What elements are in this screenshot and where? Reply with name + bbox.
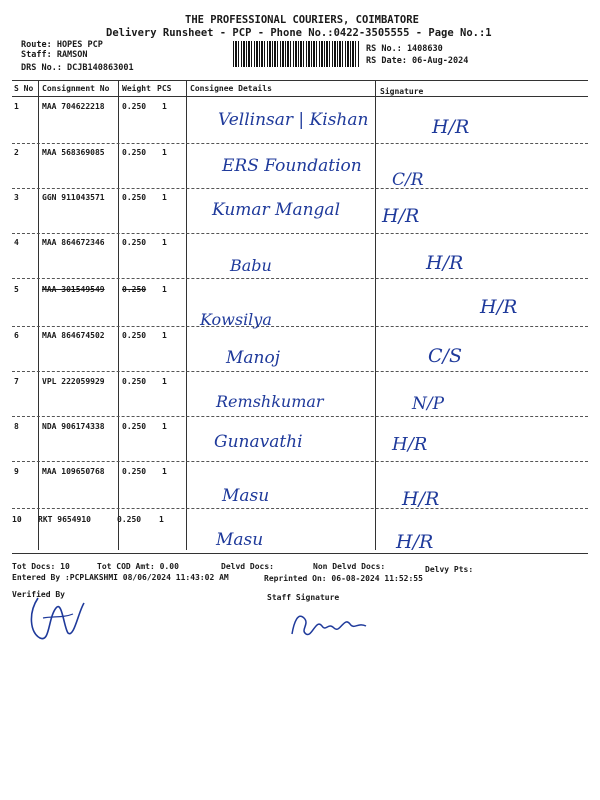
row-sno: 3: [14, 193, 19, 202]
row-pcs: 1: [162, 331, 167, 340]
row-sno: 4: [14, 238, 19, 247]
row-sno: 5: [14, 285, 19, 294]
runsheet-subtitle: Delivery Runsheet - PCP - Phone No.:0422-3505555 - Page No.:1: [106, 27, 492, 39]
total-docs: Tot Docs: 10: [12, 562, 70, 571]
row-consignment: MAA 109650768: [42, 467, 105, 476]
drs-number: DRS No.: DCJB140863001: [21, 63, 134, 73]
row-divider: [12, 371, 588, 372]
verified-by-signature: [18, 588, 98, 648]
row-pcs: 1: [162, 102, 167, 111]
row-divider: [12, 326, 588, 327]
row-weight: 0.250: [122, 193, 147, 202]
row-consignee-handwritten: Babu: [230, 256, 272, 275]
staff-label: Staff: RAMSON: [21, 50, 88, 60]
row-weight: 0.250: [117, 515, 142, 524]
row-sno: 2: [14, 148, 19, 157]
col-header-pcs: PCS: [157, 84, 172, 93]
col-header-weight: Weight: [122, 84, 151, 93]
row-weight: 0.250: [122, 285, 147, 294]
row-pcs: 1: [162, 148, 167, 157]
row-pcs: 1: [162, 377, 167, 386]
row-sno: 7: [14, 377, 19, 386]
row-consignment: NDA 906174338: [42, 422, 105, 431]
row-signature-handwritten: H/R: [392, 434, 428, 455]
row-divider: [12, 508, 588, 509]
col-header-sno: S No: [14, 84, 34, 93]
row-consignee-handwritten: Kowsilya: [200, 310, 272, 329]
verified-by-label: Verified By: [12, 590, 65, 599]
row-consignee-handwritten: Remshkumar: [216, 392, 324, 411]
rs-number: RS No.: 1408630: [366, 44, 443, 54]
row-pcs: 1: [162, 422, 167, 431]
row-signature-handwritten: C/S: [428, 345, 462, 367]
barcode: [233, 41, 359, 67]
row-consignee-handwritten: Gunavathi: [214, 432, 303, 452]
staff-signature-label: Staff Signature: [267, 593, 340, 602]
delivery-points: Delvy Pts:: [425, 565, 474, 574]
row-consignment: VPL 222059929: [42, 377, 105, 386]
total-cod-amount: Tot COD Amt: 0.00: [97, 562, 179, 571]
delivered-docs: Delvd Docs:: [221, 562, 274, 571]
row-sno: 6: [14, 331, 19, 340]
row-sno: 8: [14, 422, 19, 431]
row-consignment: MAA 301549549: [42, 285, 105, 294]
row-consignee-handwritten: Vellinsar | Kishan: [218, 110, 369, 130]
row-pcs: 1: [162, 193, 167, 202]
table-bottom-rule: [12, 553, 588, 554]
row-signature-handwritten: C/R: [392, 170, 424, 190]
col-header-consignment: Consignment No: [42, 84, 110, 93]
entered-by: Entered By :PCPLAKSHMI 08/06/2024 11:43:02 AM: [12, 573, 229, 582]
row-sno: 10: [12, 515, 22, 524]
row-consignment: MAA 704622218: [42, 102, 105, 111]
row-consignment: RKT 9654910: [38, 515, 91, 524]
row-sno: 9: [14, 467, 19, 476]
row-weight: 0.250: [122, 467, 147, 476]
row-pcs: 1: [162, 285, 167, 294]
row-consignment: GGN 911043571: [42, 193, 105, 202]
row-sno: 1: [14, 102, 19, 111]
row-weight: 0.250: [122, 331, 147, 340]
company-title: THE PROFESSIONAL COURIERS, COIMBATORE: [185, 14, 419, 26]
row-consignment: MAA 864672346: [42, 238, 105, 247]
table-header-rule: [12, 96, 588, 97]
row-pcs: 1: [162, 238, 167, 247]
row-signature-handwritten: H/R: [402, 488, 440, 510]
staff-signature-scribble: [288, 604, 378, 644]
row-signature-handwritten: H/R: [396, 531, 434, 553]
row-divider: [12, 416, 588, 417]
row-consignment: MAA 568369085: [42, 148, 105, 157]
row-signature-handwritten: H/R: [432, 116, 470, 138]
row-pcs: 1: [162, 467, 167, 476]
row-signature-handwritten: N/P: [412, 394, 445, 414]
non-delivered-docs: Non Delvd Docs:: [313, 562, 386, 571]
col-divider: [38, 80, 39, 550]
row-consignment: MAA 864674502: [42, 331, 105, 340]
row-signature-handwritten: H/R: [426, 252, 464, 274]
row-divider: [12, 188, 588, 189]
row-divider: [12, 278, 588, 279]
col-divider: [118, 80, 119, 550]
row-signature-handwritten: H/R: [382, 205, 420, 227]
row-consignee-handwritten: Kumar Mangal: [212, 200, 341, 220]
col-header-consignee: Consignee Details: [190, 84, 272, 93]
row-weight: 0.250: [122, 377, 147, 386]
row-consignee-handwritten: Masu: [216, 530, 264, 550]
row-consignee-handwritten: Masu: [222, 486, 270, 506]
col-divider: [375, 80, 376, 550]
row-divider: [12, 461, 588, 462]
rs-date: RS Date: 06-Aug-2024: [366, 56, 469, 66]
row-weight: 0.250: [122, 148, 147, 157]
row-weight: 0.250: [122, 238, 147, 247]
reprinted-on: Reprinted On: 06-08-2024 11:52:55: [264, 574, 423, 583]
row-divider: [12, 143, 588, 144]
col-header-signature: Signature: [380, 87, 424, 96]
row-divider: [12, 233, 588, 234]
row-consignee-handwritten: Manoj: [226, 348, 280, 368]
row-signature-handwritten: H/R: [480, 296, 518, 318]
col-divider: [186, 80, 187, 550]
row-pcs: 1: [159, 515, 164, 524]
route-label: Route: HOPES PCP: [21, 40, 103, 50]
row-weight: 0.250: [122, 102, 147, 111]
table-top-rule: [12, 80, 588, 81]
row-consignee-handwritten: ERS Foundation: [222, 156, 362, 176]
row-weight: 0.250: [122, 422, 147, 431]
